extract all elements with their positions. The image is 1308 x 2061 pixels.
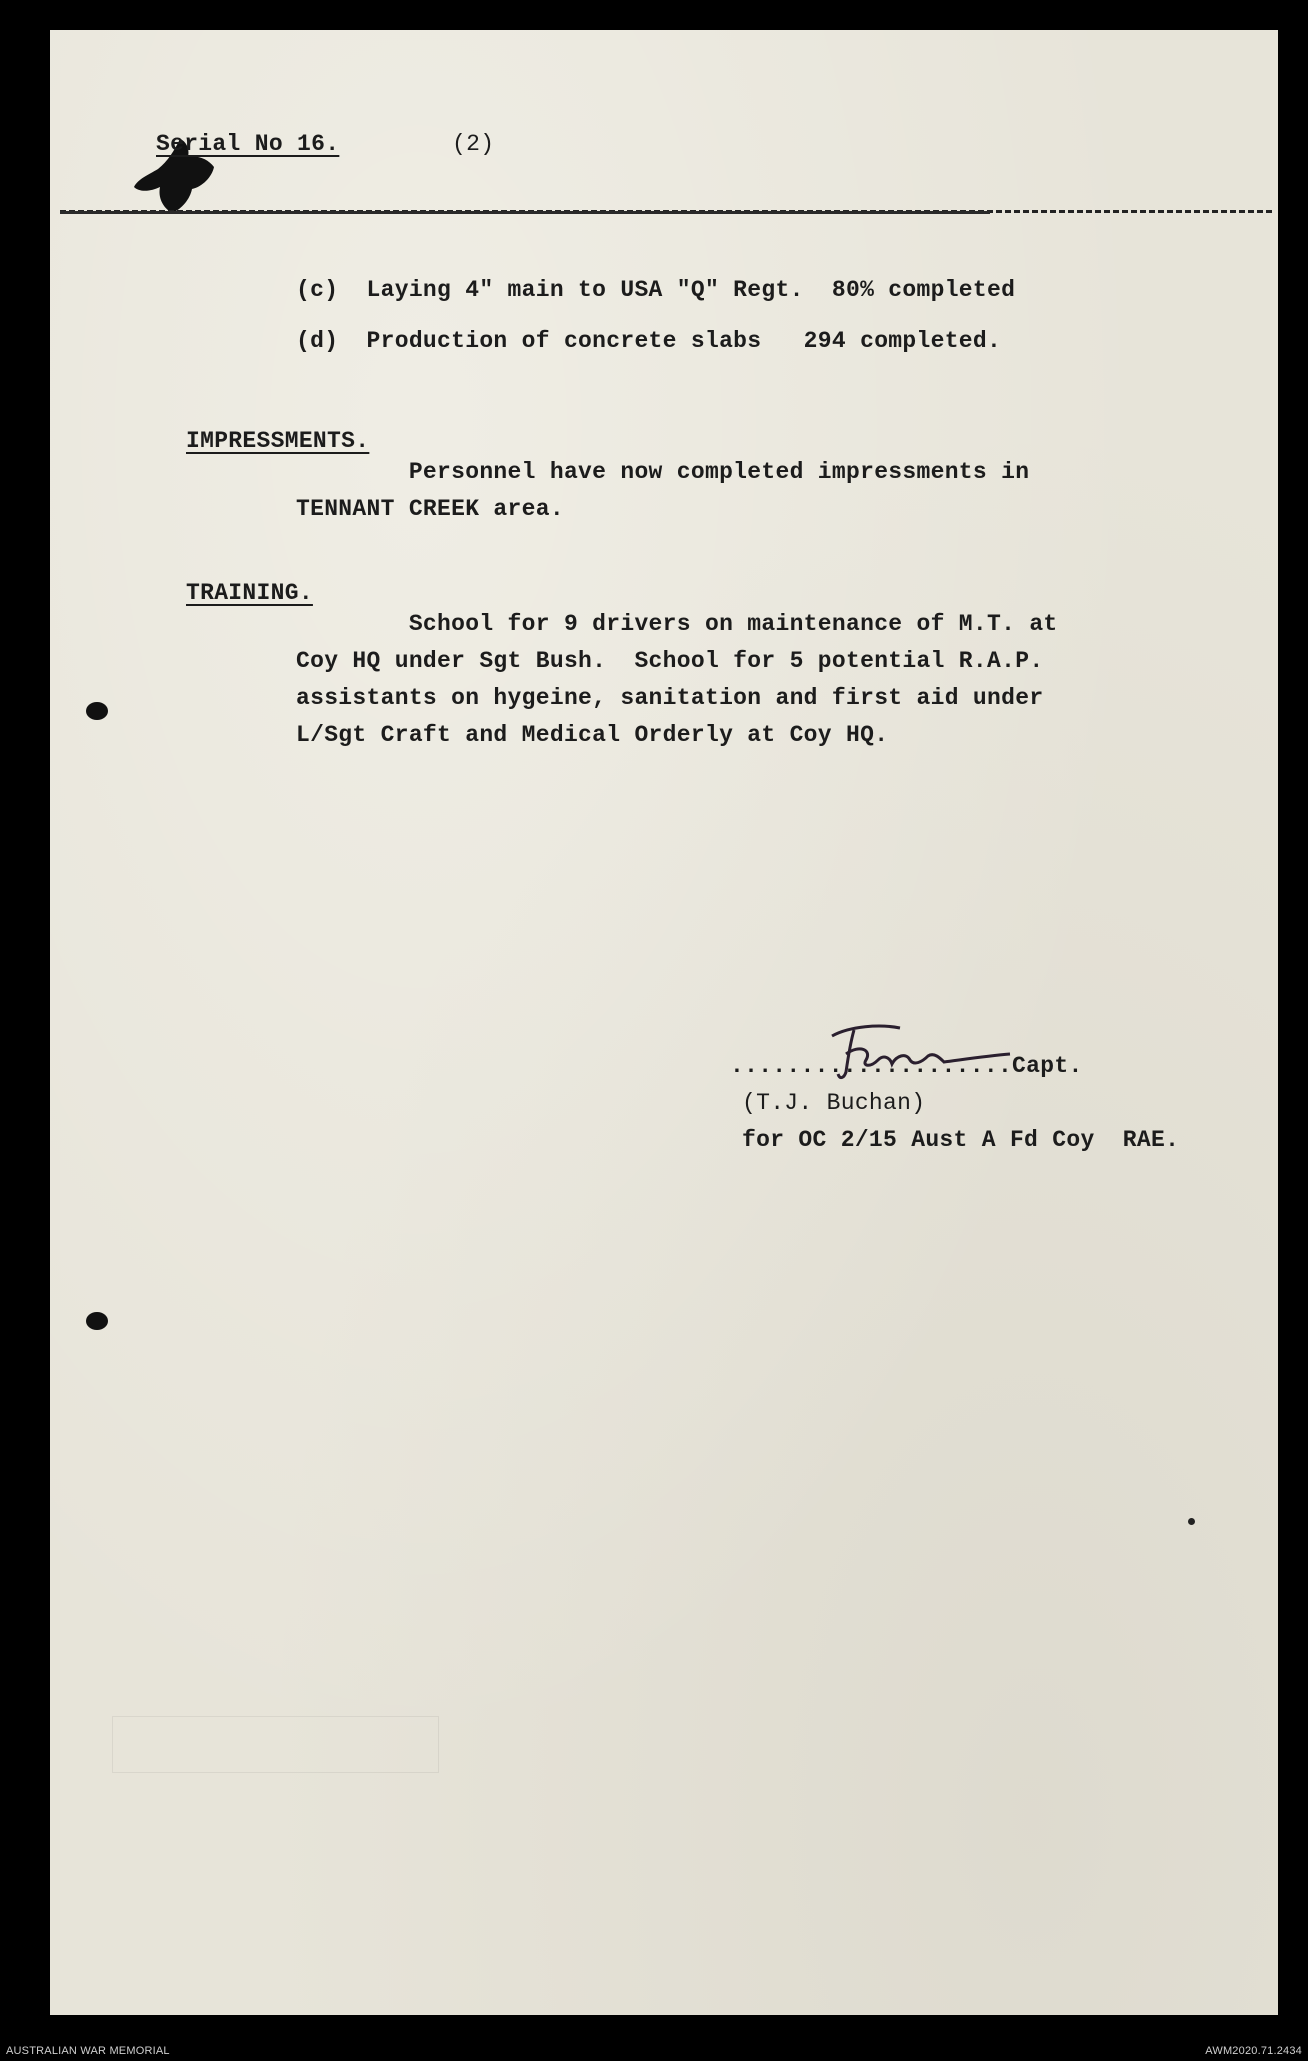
- page-marker: (2): [452, 131, 495, 157]
- faint-stamp-impression: [112, 1716, 439, 1773]
- training-body: School for 9 drivers on maintenance of M.T. at Coy HQ under Sgt Bush. School for 5 potential R.A.P. assistants on hygeine, sanitation and first aid under L/Sgt Craft and Medical Orderly at Coy HQ.: [296, 611, 1058, 748]
- signature-line: ....................Capt.: [730, 1053, 1083, 1079]
- signatory-title: for OC 2/15 Aust A Fd Coy RAE.: [742, 1127, 1180, 1153]
- archive-reference: AWM2020.71.2434: [1205, 2045, 1302, 2057]
- training-heading: TRAINING.: [186, 580, 313, 606]
- ink-dot: [1188, 1518, 1195, 1525]
- impressments-heading: IMPRESSMENTS.: [186, 428, 370, 454]
- archive-credit: AUSTRALIAN WAR MEMORIAL: [6, 2045, 170, 2057]
- signatory-name: (T.J. Buchan): [742, 1090, 926, 1116]
- work-item-c: (c) Laying 4" main to USA "Q" Regt. 80% completed: [296, 277, 1016, 303]
- work-item-d: (d) Production of concrete slabs 294 completed.: [296, 328, 1002, 354]
- header-divider-solid: [60, 211, 990, 214]
- punch-hole: [86, 1312, 108, 1330]
- document-page: [50, 30, 1278, 2015]
- serial-number: Serial No 16.: [156, 131, 340, 157]
- impressments-body: Personnel have now completed impressments in TENNANT CREEK area.: [296, 459, 1030, 522]
- punch-hole: [86, 702, 108, 720]
